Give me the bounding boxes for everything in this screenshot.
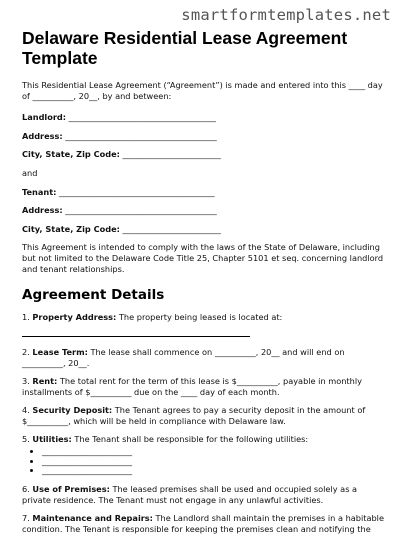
- clause-text: The leased premises shall be used and occupied solely as a private residence. The Tenant must not engage in any unlawful activities.: [22, 483, 358, 505]
- clause-number: 4.: [22, 405, 33, 415]
- field-label: City, State, Zip Code:: [22, 149, 120, 159]
- clause-label: Lease Term:: [32, 347, 88, 357]
- clause-property-address: [22, 312, 387, 323]
- and-text: and: [22, 167, 38, 178]
- utility-item[interactable]: • ______________________: [42, 447, 387, 457]
- field-blank[interactable]: ______________________________________: [56, 186, 215, 197]
- intro-paragraph: This Residential Lease Agreement (“Agreement”) is made and entered into this ____ day of __________, 20__, by and between:: [22, 80, 383, 101]
- clause-label: Maintenance and Repairs:: [32, 512, 153, 523]
- clause-maintenance: [22, 513, 387, 535]
- clause-label: Use of Premises:: [32, 483, 110, 494]
- field-label: Landlord:: [22, 112, 67, 122]
- clause-label: Property Address:: [32, 312, 117, 322]
- clause-text: The lease shall commence on __________, 20__ and will end on __________, 20__.: [22, 347, 345, 368]
- field-blank[interactable]: ________________________: [119, 223, 221, 234]
- utilities-list: [22, 447, 387, 476]
- clause-lease-term: [22, 347, 387, 369]
- field-label: Address:: [22, 205, 63, 215]
- field-blank[interactable]: ____________________________________: [66, 112, 217, 122]
- utility-item[interactable]: • ______________________: [42, 466, 387, 476]
- clause-number: 2.: [22, 347, 33, 357]
- clause-text: The property being leased is located at:: [116, 312, 283, 322]
- document-title: Delaware Residential Lease Agreement Template: [22, 28, 348, 68]
- landlord-address-field[interactable]: [22, 131, 387, 142]
- clause-text: The total rent for the term of this lease is $__________, payable in monthly installments of $__________ due on the ____ day of each month.: [22, 376, 362, 397]
- clause-rent: [22, 376, 387, 398]
- document-page: [22, 28, 387, 542]
- watermark: smartformtemplates.net: [181, 6, 391, 24]
- clause-number: 5.: [22, 434, 33, 444]
- clause-label: Rent:: [32, 376, 58, 386]
- clause-number: 7.: [22, 512, 33, 523]
- clause-number: 6.: [22, 483, 33, 494]
- field-blank[interactable]: _____________________________________: [62, 130, 217, 141]
- clause-use-of-premises: [22, 484, 387, 506]
- clause-utilities: [22, 434, 387, 445]
- clause-number: 3.: [22, 376, 33, 386]
- tenant-address-field[interactable]: [22, 205, 387, 216]
- tenant-name-field[interactable]: [22, 187, 387, 198]
- field-label: Tenant:: [22, 186, 57, 197]
- clause-number: 1.: [22, 312, 33, 322]
- clause-text: The Tenant shall be responsible for the following utilities:: [71, 434, 309, 444]
- field-label: City, State, Zip Code:: [22, 223, 120, 234]
- clause-text: The Landlord shall maintain the premises in a habitable condition. The Tenant is responsible for keeping the premises clean and notifying the: [22, 512, 384, 534]
- utility-item[interactable]: • ______________________: [42, 457, 387, 467]
- clause-security-deposit: [22, 405, 387, 427]
- clause-label: Utilities:: [32, 434, 72, 444]
- field-blank[interactable]: ________________________: [119, 149, 221, 159]
- field-label: Address:: [22, 130, 63, 141]
- landlord-name-field[interactable]: [22, 112, 387, 123]
- clause-label: Security Deposit:: [32, 405, 113, 415]
- section-heading: Agreement Details: [22, 287, 165, 303]
- field-blank[interactable]: _____________________________________: [62, 205, 217, 215]
- clause-text: The Tenant agrees to pay a security deposit in the amount of $__________, which will be held in compliance with Delaware law.: [22, 405, 366, 426]
- landlord-city-field[interactable]: [22, 149, 387, 160]
- property-address-line[interactable]: [22, 327, 250, 337]
- law-paragraph: This Agreement is intended to comply with the laws of the State of Delaware, including but not limited to the Delaware Code Title 25, Chapter 5101 et seq. concerning landlord and tenant relationships.: [22, 242, 384, 274]
- tenant-city-field[interactable]: [22, 224, 387, 235]
